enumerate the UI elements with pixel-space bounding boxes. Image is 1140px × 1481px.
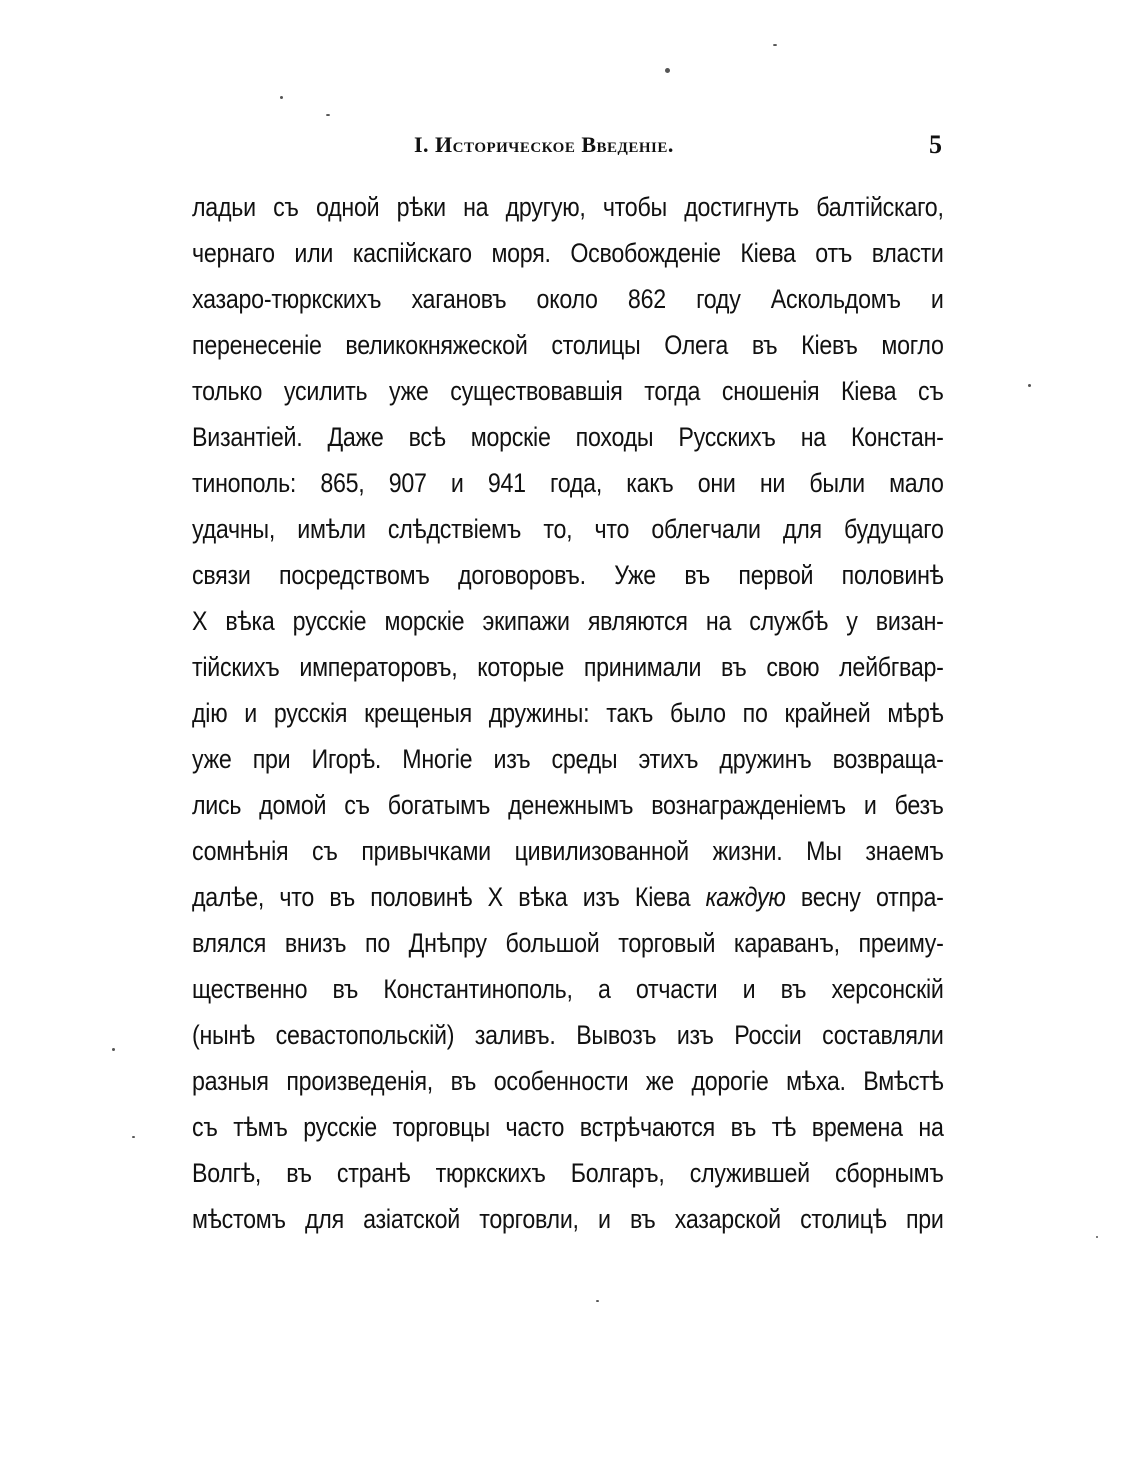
text-line: мѣстомъ для азіатской торговли, и въ хазарской столицѣ при [192,1204,944,1234]
text-line: чернаго или каспійскаго моря. Освобожденіе Кіева отъ власти [192,238,944,268]
scan-speck [280,96,283,99]
text-line: хазаро-тюркскихъ хагановъ около 862 году Аскольдомъ и [192,284,944,314]
text-line: разныя произведенія, въ особенности же дорогіе мѣха. Вмѣстѣ [192,1066,944,1096]
text-line: дію и русскія крещеныя дружины: такъ было по крайней мѣрѣ [192,698,944,728]
text-line: Византіей. Даже всѣ морскіе походы Русскихъ на Констан- [192,422,944,452]
text-line: перенесеніе великокняжеской столицы Олега въ Кіевъ могло [192,330,944,360]
scan-speck [596,1300,599,1302]
text-segment: далѣе, что въ половинѣ X вѣка изъ Кіева [192,882,706,912]
text-line: X вѣка русскіе морскіе экипажи являются на службѣ у визан- [192,606,944,636]
text-line: удачны, имѣли слѣдствіемъ то, что облегчали для будущаго [192,514,944,544]
text-segment: весну отпра- [785,882,944,912]
text-line: ладьи съ одной рѣки на другую, чтобы достигнуть балтійскаго, [192,192,944,222]
running-title: I. Историческое Введеніе. [414,132,674,157]
text-line: съ тѣмъ русскіе торговцы часто встрѣчаются въ тѣ времена на [192,1112,944,1142]
scan-speck [112,1048,115,1051]
text-line: тинополь: 865, 907 и 941 года, какъ они ни были мало [192,468,944,498]
scan-speck [326,114,330,116]
text-line: связи посредствомъ договоровъ. Уже въ первой половинѣ [192,560,944,590]
text-line: только усилить уже существовавшія тогда сношенія Кіева съ [192,376,944,406]
text-line: лись домой съ богатымъ денежнымъ вознагражденіемъ и безъ [192,790,944,820]
scan-speck [132,1136,135,1138]
scan-speck [773,44,777,46]
text-line-with-italic [192,874,944,920]
text-line: тійскихъ императоровъ, которые принимали въ свою лейбгвар- [192,652,944,682]
italic-word: каждую [705,882,786,912]
text-line: влялся внизъ по Днѣпру большой торговый караванъ, преиму- [192,928,944,958]
scan-speck [1028,384,1031,387]
text-line: Волгѣ, въ странѣ тюркскихъ Болгаръ, служившей сборнымъ [192,1158,944,1188]
text-line: сомнѣнія съ привычками цивилизованной жизни. Мы знаемъ [192,836,944,866]
body-text [192,184,944,1242]
text-line: (нынѣ севастопольскій) заливъ. Вывозъ изъ Россіи составляли [192,1020,944,1050]
running-header [192,132,942,162]
page-number: 5 [929,130,942,159]
scan-speck [665,68,670,73]
text-line: уже при Игорѣ. Многіе изъ среды этихъ дружинъ возвраща- [192,744,944,774]
scan-speck [1096,1236,1098,1238]
text-line: щественно въ Константинополь, а отчасти и въ херсонскій [192,974,944,1004]
